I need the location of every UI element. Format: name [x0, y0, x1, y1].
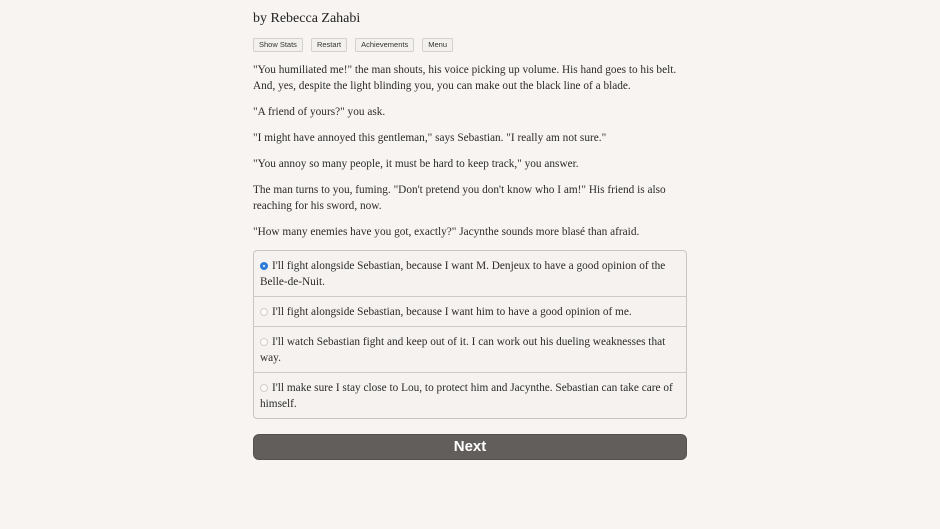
choice-label: I'll fight alongside Sebastian, because I want him to have a good opinion of me.	[272, 306, 632, 318]
choice-label: I'll watch Sebastian fight and keep out of it. I can work out his dueling weaknesses that way.	[260, 336, 666, 364]
choice-label: I'll make sure I stay close to Lou, to protect him and Jacynthe. Sebastian can take care of himself.	[260, 382, 673, 410]
radio-selected-icon[interactable]	[260, 262, 268, 270]
choice-option-3[interactable]	[254, 326, 686, 372]
choice-option-2[interactable]	[254, 296, 686, 326]
choice-option-4[interactable]	[254, 372, 686, 418]
radio-unselected-icon[interactable]	[260, 308, 268, 316]
achievements-button[interactable]: Achievements	[355, 38, 414, 52]
choice-list	[253, 250, 687, 419]
choice-option-1[interactable]	[254, 251, 686, 296]
story-paragraph: "I might have annoyed this gentleman," says Sebastian. "I really am not sure."	[253, 132, 607, 144]
toolbar	[253, 38, 453, 52]
author-byline: by Rebecca Zahabi	[253, 11, 361, 26]
story-text	[253, 62, 693, 250]
radio-unselected-icon[interactable]	[260, 384, 268, 392]
story-paragraph: The man turns to you, fuming. "Don't pretend you don't know who I am!" His friend is also reaching for his sword, now.	[253, 184, 666, 212]
radio-unselected-icon[interactable]	[260, 338, 268, 346]
story-paragraph: "You annoy so many people, it must be hard to keep track," you answer.	[253, 158, 579, 170]
show-stats-button[interactable]: Show Stats	[253, 38, 303, 52]
restart-button[interactable]: Restart	[311, 38, 347, 52]
story-paragraph: "A friend of yours?" you ask.	[253, 106, 386, 118]
story-paragraph: "How many enemies have you got, exactly?" Jacynthe sounds more blasé than afraid.	[253, 226, 640, 238]
story-paragraph: "You humiliated me!" the man shouts, his voice picking up volume. His hand goes to his belt. And, yes, despite the light blinding you, you can make out the black line of a blade.	[253, 64, 677, 92]
menu-button[interactable]: Menu	[422, 38, 453, 52]
choice-label: I'll fight alongside Sebastian, because I want M. Denjeux to have a good opinion of the Belle-de-Nuit.	[260, 260, 666, 288]
next-button[interactable]: Next	[253, 434, 687, 460]
